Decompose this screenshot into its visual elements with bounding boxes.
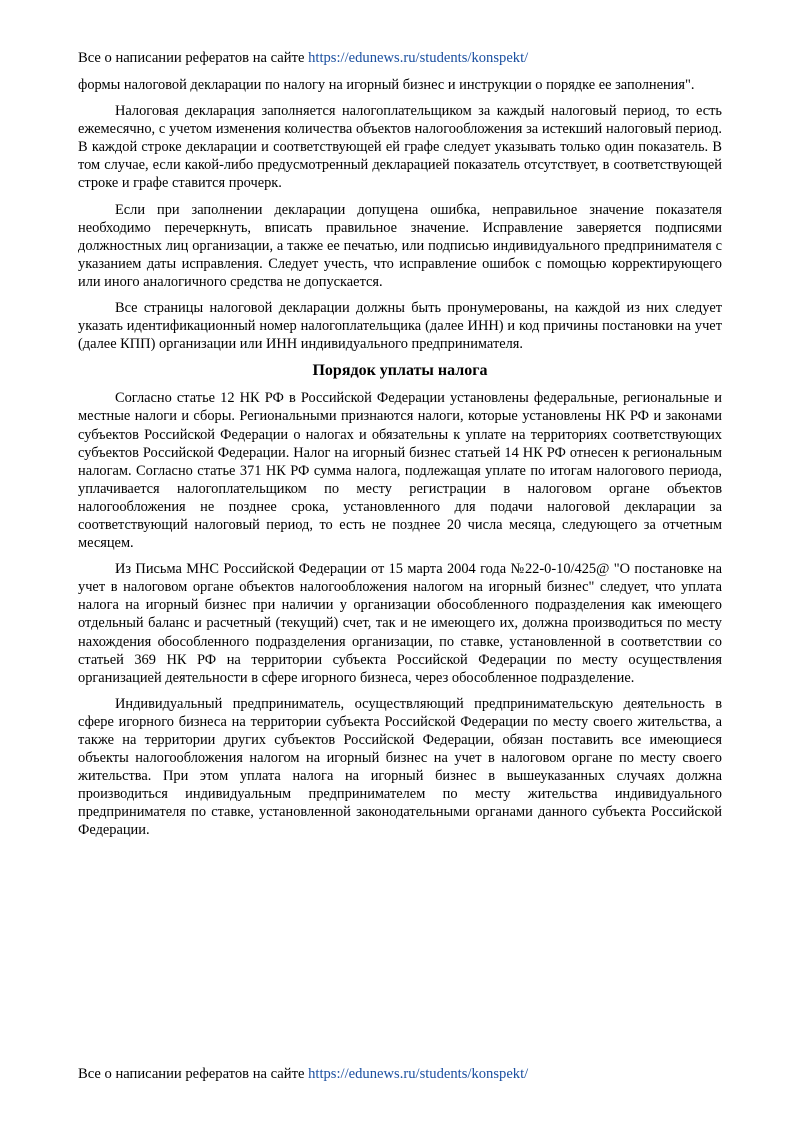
paragraph-individual-entrepreneur: Индивидуальный предприниматель, осуществляющий предпринимательскую деятельность в сфере игорного бизнеса на территории субъекта Российской Федерации по месту своего жительства, а также на территории других субъектов Российской Федерации, обязан поставить все имеющиеся объекты налогообложения налогом на игорный бизнес на учет в налоговом органе по месту своего жительства. При этом уплата налога на игорный бизнес в вышеуказанных случаях должна производиться индивидуальным предпринимателем по месту жительства индивидуального предпринимателя по ставке, установленной законодательными органами данного субъекта Российской Федерации.	[78, 695, 722, 839]
paragraph-mns-letter: Из Письма МНС Российской Федерации от 15 марта 2004 года №22-0-10/425@ "О постановке на учет в налоговом органе объектов налогообложения налогом на игорный бизнес" следует, что уплата налога на игорный бизнес при наличии у организации обособленного подразделения как имеющего отдельный баланс и расчетный (текущий) счет, так и не имеющего их, должна производиться по месту нахождения обособленного подразделения организации, по ставке, установленной в соответствии со статьей 369 НК РФ на территории субъекта Российской Федерации по месту осуществления организацией деятельности в сфере игорного бизнеса, через обособленное подразделение.	[78, 561, 722, 686]
paragraph-page-numbering: Все страницы налоговой декларации должны быть пронумерованы, на каждой из них следует указать идентификационный номер налогоплательщика (далее ИНН) и код причины постановки на учет (далее КПП) организации или ИНН индивидуального предпринимателя.	[78, 300, 722, 353]
page-footer	[78, 1065, 528, 1083]
footer-text: Все о написании рефератов на сайте	[78, 1066, 305, 1082]
footer-link[interactable]: https://edunews.ru/students/konspekt/	[308, 1066, 529, 1082]
section-heading: Порядок уплаты налога	[312, 362, 488, 380]
paragraph-error-correction: Если при заполнении декларации допущена ошибка, неправильное значение показателя необходимо перечеркнуть, вписать правильное значение. Исправление заверяется подписями должностных лиц организации, а также ее печатью, или подписью индивидуального предпринимателя с указанием даты исправления. Следует учесть, что исправление ошибок с помощью корректирующего или иного аналогичного средства не допускается.	[78, 201, 722, 290]
header-link[interactable]: https://edunews.ru/students/konspekt/	[308, 50, 529, 66]
document-body	[78, 76, 722, 848]
paragraph-article-12: Согласно статье 12 НК РФ в Российской Федерации установлены федеральные, региональные и местные налоги и сборы. Региональными признаются налоги, которые установлены НК РФ и законами субъектов Российской Федерации о налогах и обязательны к уплате на территориях соответствующих субъектов Российской Федерации. Налог на игорный бизнес статьей 14 НК РФ отнесен к региональным налогам. Согласно статье 371 НК РФ сумма налога, подлежащая уплате по итогам налогового периода, уплачивается налогоплательщиком по месту регистрации в налоговом органе объектов налогообложения не позднее срока, установленного для подачи налоговой декларации за соответствующий налоговый период, то есть не позднее 20 числа месяца, следующего за отчетным месяцем.	[78, 390, 722, 552]
paragraph-declaration-filling: Налоговая декларация заполняется налогоплательщиком за каждый налоговый период, то есть ежемесячно, с учетом изменения количества объектов налогообложения за истекший налоговый период. В каждой строке декларации и соответствующей ей графе следует указывать только один показатель. В том случае, если какой-либо предусмотренный декларацией показатель отсутствует, в соответствующей строке и графе ставится прочерк.	[78, 103, 722, 192]
page-header	[78, 49, 528, 67]
header-text: Все о написании рефератов на сайте	[78, 50, 305, 66]
paragraph-continuation: формы налоговой декларации по налогу на игорный бизнес и инструкции о порядке ее заполнения".	[78, 77, 695, 93]
